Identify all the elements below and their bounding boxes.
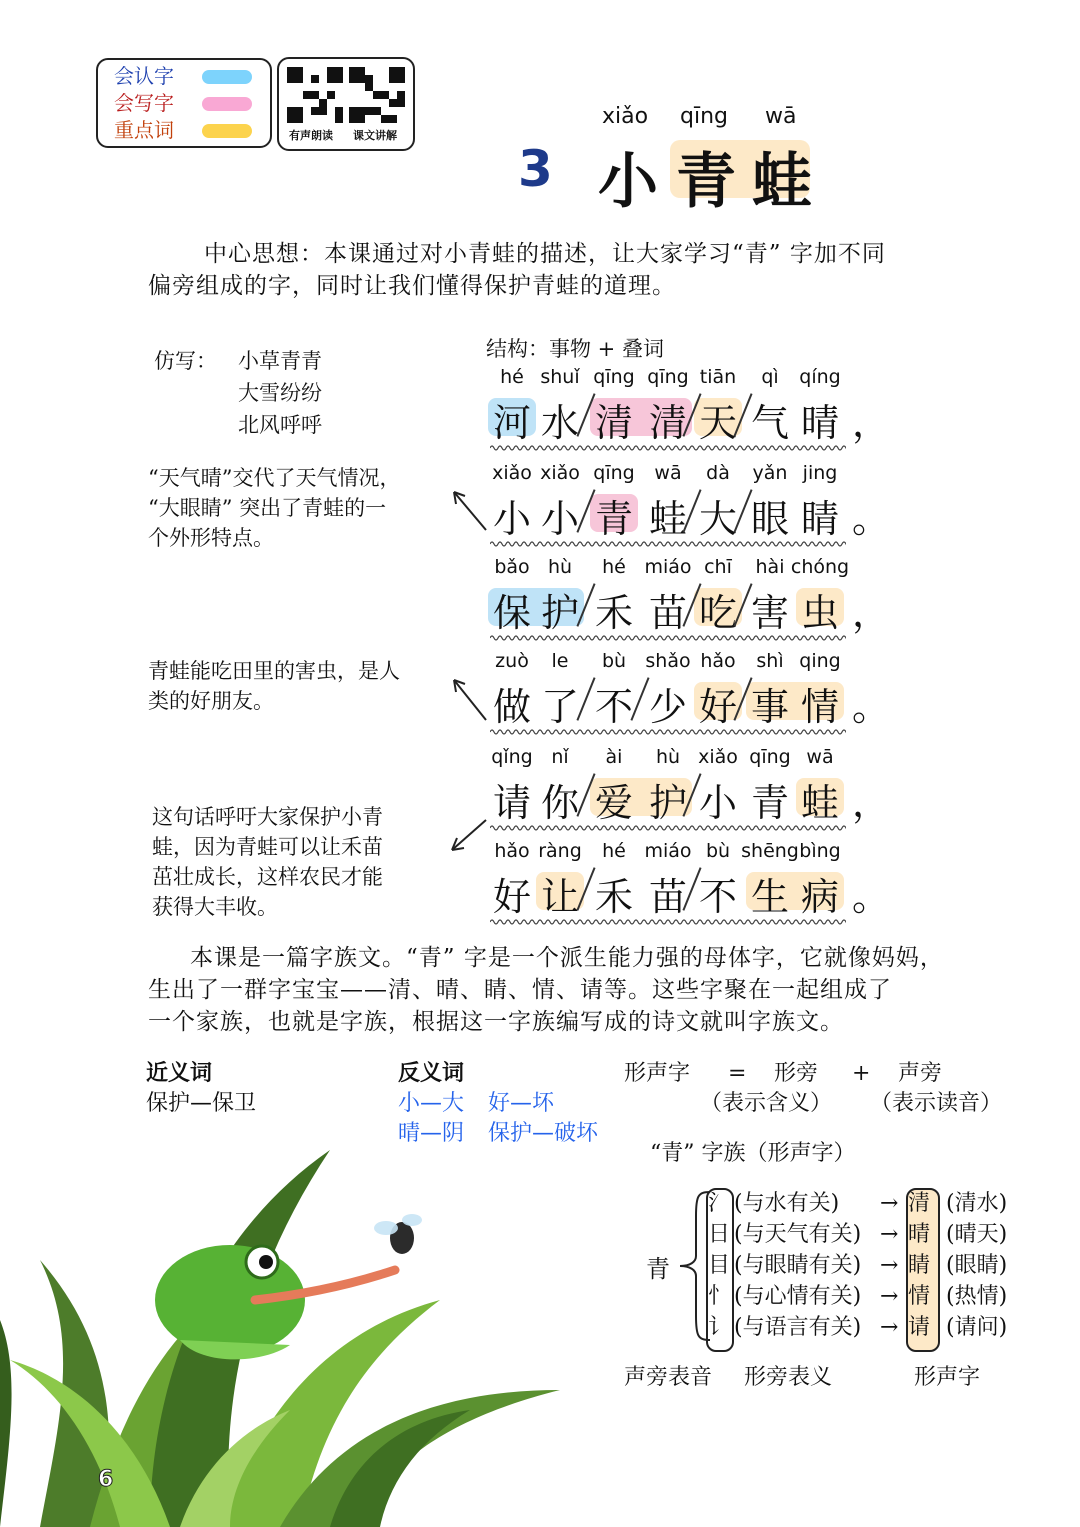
note-protect	[152, 802, 383, 922]
family-char: 晴	[908, 1222, 931, 1247]
imitation-line-2: 大雪纷纷	[238, 381, 322, 405]
formula-plus: +	[852, 1061, 871, 1086]
legend-box	[96, 58, 272, 148]
central-idea-line2: 偏旁组成的字，同时让我们懂得保护青蛙的道理。	[148, 273, 676, 299]
title-char-2: 青	[676, 147, 736, 217]
synonyms-title: 近义词	[146, 1061, 213, 1086]
poem-char: 水	[540, 401, 580, 445]
poem-pinyin: hé	[602, 840, 626, 862]
antonym-4: 保护—破坏	[488, 1121, 599, 1146]
poem-pinyin-row	[490, 366, 860, 390]
poem-char: 青	[594, 497, 634, 541]
poem-char: 小	[540, 497, 580, 541]
family-radical: 讠	[708, 1315, 731, 1340]
poem-pinyin: qīng	[749, 746, 791, 768]
poem-char: 晴	[800, 401, 840, 445]
family-meaning: (与语言有关)	[734, 1315, 862, 1340]
family-char: 情	[908, 1284, 931, 1309]
poem-pinyin: xiǎo	[698, 746, 738, 768]
legend-swatch-pink	[202, 97, 252, 111]
summary-line3: 一个家族，也就是字族，根据这一字族编写成的诗文就叫字族文。	[148, 1009, 844, 1035]
title-pinyin-3: wā	[765, 104, 797, 129]
poem-pinyin: tiān	[699, 366, 737, 388]
poem-line	[490, 772, 891, 825]
poem-pinyin: le	[551, 650, 569, 672]
poem-char: 不	[594, 685, 634, 729]
poem-punctuation: 。	[852, 875, 891, 919]
legend-swatch-blue	[202, 70, 252, 84]
caption-sound: 声旁表音	[624, 1365, 713, 1390]
poem-line	[490, 488, 891, 541]
poem-pinyin: wā	[806, 746, 834, 768]
qr-label-lesson: 课文讲解	[353, 129, 397, 142]
poem-char: 爱	[594, 781, 634, 825]
page-number: 6	[98, 1467, 114, 1492]
family-word: (清水)	[946, 1191, 1008, 1216]
antonyms-title: 反义词	[398, 1061, 465, 1086]
family-word: (晴天)	[946, 1222, 1008, 1247]
poem-wave-underline	[490, 444, 846, 452]
poem-divider	[576, 677, 595, 720]
formula-phono: 形声字	[624, 1061, 691, 1086]
poem-char: 好	[698, 685, 738, 729]
poem-pinyin: qīng	[593, 462, 635, 484]
poem-char: 小	[698, 781, 738, 825]
poem-char: 护	[648, 781, 688, 825]
formula-phonetic: 声旁	[898, 1061, 943, 1086]
poem-char: 大	[698, 497, 738, 541]
poem-char: 事	[750, 685, 790, 729]
imitation-line-3: 北风呼呼	[238, 413, 322, 437]
family-title: “青” 字族（形声字）	[650, 1141, 856, 1166]
poem-punctuation: ，	[852, 781, 891, 825]
fly-icon	[374, 1214, 422, 1254]
poem-pinyin: bìng	[799, 840, 841, 862]
caption-phono: 形声字	[914, 1365, 981, 1390]
structure-label: 结构：事物 + 叠词	[486, 337, 664, 361]
note-friend-line2: 类的好朋友。	[148, 689, 274, 713]
poem-line	[490, 392, 891, 445]
note-weather-line1: “天气晴”交代了天气情况，	[148, 466, 401, 490]
poem-pinyin: zuò	[495, 650, 529, 672]
note-weather-line2: “大眼睛” 突出了青蛙的一	[148, 496, 387, 520]
poem-pinyin: hǎo	[700, 650, 736, 672]
poem-pinyin-row	[490, 462, 860, 486]
family-arrow-icon: →	[880, 1191, 899, 1216]
poem-wave-underline	[490, 918, 846, 926]
qr-box	[277, 57, 415, 151]
note-protect-line1: 这句话呼吁大家保护小青	[152, 805, 383, 829]
title-pinyin-1: xiǎo	[602, 104, 649, 129]
poem-char: 蛙	[648, 497, 688, 541]
synonym-item: 保护—保卫	[146, 1091, 257, 1116]
poem-char: 吃	[698, 591, 738, 635]
poem-pinyin: yǎn	[752, 462, 788, 484]
poem-pinyin: miáo	[644, 556, 692, 578]
poem-char: 青	[750, 781, 790, 825]
poem-char: 保	[492, 591, 532, 635]
family-arrow-icon: →	[880, 1253, 899, 1278]
poem-char: 护	[540, 591, 580, 635]
poem-pinyin: bù	[601, 650, 627, 672]
poem-pinyin: chóng	[790, 556, 850, 578]
family-word: (眼睛)	[946, 1253, 1008, 1278]
poem-pinyin: qīng	[647, 366, 689, 388]
family-arrow-icon: →	[880, 1222, 899, 1247]
family-radical: 目	[708, 1253, 731, 1278]
poem-line	[490, 676, 891, 729]
poem-char: 不	[698, 875, 738, 919]
legend-item-keyword: 重点词	[114, 118, 174, 142]
family-root: 青	[646, 1255, 670, 1283]
poem-punctuation: ，	[852, 401, 891, 445]
family-radical: 忄	[708, 1284, 731, 1309]
family-meaning: (与心情有关)	[734, 1284, 862, 1309]
poem-char: 小	[492, 497, 532, 541]
note-arrows	[440, 480, 500, 940]
note-protect-line3: 茁壮成长，这样农民才能	[152, 865, 383, 889]
poem-pinyin: ài	[605, 746, 623, 768]
poem-wave-underline	[490, 634, 846, 642]
family-char: 请	[908, 1315, 931, 1340]
note-weather	[148, 463, 400, 553]
poem-char: 生	[750, 875, 790, 919]
note-friend-line1: 青蛙能吃田里的害虫，是人	[148, 659, 400, 683]
formula-semantic: 形旁	[774, 1061, 819, 1086]
family-word: (热情)	[946, 1284, 1008, 1309]
central-idea-line1	[204, 238, 886, 270]
note-protect-line4: 获得大丰收。	[152, 895, 278, 919]
poem-pinyin: xiǎo	[492, 462, 532, 484]
poem-char: 虫	[800, 591, 840, 635]
frog-grass-illustration	[0, 1090, 600, 1527]
central-idea-label: 中心思想：	[204, 241, 324, 267]
poem-char: 苗	[648, 591, 688, 635]
poem-char: 病	[800, 875, 840, 919]
poem-char: 蛙	[800, 781, 840, 825]
poem-pinyin: miáo	[644, 840, 692, 862]
caption-meaning: 形旁表义	[744, 1365, 833, 1390]
poem-pinyin-row	[490, 650, 860, 674]
poem-char: 少	[648, 685, 688, 729]
qr-code-audio-icon[interactable]	[287, 67, 343, 123]
poem-char: 你	[540, 781, 580, 825]
poem-pinyin: hǎo	[494, 840, 530, 862]
poem-pinyin: qīng	[593, 366, 635, 388]
poem-pinyin: hù	[547, 556, 573, 578]
family-arrow-icon: →	[880, 1284, 899, 1309]
poem-char: 让	[540, 875, 580, 919]
family-meaning: (与水有关)	[734, 1191, 840, 1216]
poem-pinyin: dà	[706, 462, 730, 484]
central-idea-text1: 本课通过对小青蛙的描述，让大家学习“青” 字加不同	[324, 241, 886, 267]
poem-char: 天	[698, 401, 738, 445]
poem-pinyin: xiǎo	[540, 462, 580, 484]
poem-char: 苗	[648, 875, 688, 919]
formula-equals: =	[728, 1061, 747, 1086]
title-char-3: 蛙	[752, 147, 812, 217]
poem-char: 清	[648, 401, 688, 445]
poem-pinyin-row	[490, 746, 860, 770]
poem-char: 气	[750, 401, 790, 445]
poem-punctuation: ，	[852, 591, 891, 635]
poem-wave-underline	[490, 540, 846, 548]
poem-line	[490, 866, 891, 919]
antonym-3: 晴—阴	[398, 1121, 465, 1146]
family-meaning: (与眼睛有关)	[734, 1253, 862, 1278]
imitation-label: 仿写：	[154, 349, 217, 373]
legend-item-write: 会写字	[114, 91, 174, 115]
poem-pinyin: shuǐ	[540, 366, 580, 388]
poem-pinyin: bù	[705, 840, 731, 862]
poem-pinyin: hé	[602, 556, 626, 578]
poem-pinyin: shēng	[741, 840, 799, 862]
antonym-2: 好—坏	[488, 1091, 555, 1116]
note-weather-line3: 个外形特点。	[148, 526, 274, 550]
family-radical: 氵	[708, 1191, 731, 1216]
poem-pinyin: shǎo	[645, 650, 691, 672]
poem-pinyin: qì	[761, 366, 779, 388]
poem-pinyin: ràng	[538, 840, 582, 862]
summary-line1: 本课是一篇字族文。“青” 字是一个派生能力强的母体字，它就像妈妈，	[190, 945, 944, 971]
note-protect-line2: 蛙，因为青蛙可以让禾苗	[152, 835, 383, 859]
poem-char: 害	[750, 591, 790, 635]
poem-pinyin: nǐ	[551, 746, 569, 768]
qr-label-audio: 有声朗读	[289, 129, 333, 142]
family-radical: 日	[708, 1222, 731, 1247]
poem-char: 了	[540, 685, 580, 729]
poem-pinyin: hài	[755, 556, 785, 578]
antonym-1: 小—大	[398, 1091, 465, 1116]
poem-char: 禾	[594, 591, 634, 635]
poem-pinyin: chī	[704, 556, 732, 578]
poem-line	[490, 582, 891, 635]
legend-item-recognize: 会认字	[114, 64, 174, 88]
poem-punctuation: 。	[852, 685, 891, 729]
lesson-number: 3	[518, 140, 553, 198]
poem-char: 清	[594, 401, 634, 445]
title-char-1: 小	[598, 147, 658, 217]
family-char: 睛	[908, 1253, 931, 1278]
poem-char: 情	[800, 685, 840, 729]
poem-char: 禾	[594, 875, 634, 919]
poem-wave-underline	[490, 728, 846, 736]
poem-pinyin: hé	[500, 366, 524, 388]
formula-sub-sound: （表示读音）	[870, 1091, 1003, 1116]
poem-divider	[630, 677, 649, 720]
poem-pinyin: qing	[799, 650, 841, 672]
family-char: 清	[908, 1191, 931, 1216]
imitation-line-1: 小草青青	[238, 349, 322, 373]
poem-pinyin: hù	[655, 746, 681, 768]
poem-char: 睛	[800, 497, 840, 541]
poem-char: 请	[492, 781, 532, 825]
title-pinyin-2: qīng	[680, 104, 728, 129]
poem-pinyin: jing	[802, 462, 838, 484]
family-meaning: (与天气有关)	[734, 1222, 862, 1247]
poem-pinyin: wā	[654, 462, 682, 484]
poem-char: 河	[492, 401, 532, 445]
note-friend	[148, 656, 400, 716]
poem-char: 眼	[750, 497, 790, 541]
summary-line2: 生出了一群字宝宝——清、晴、睛、情、请等。这些字聚在一起组成了	[148, 977, 892, 1003]
poem-pinyin: bǎo	[494, 556, 530, 578]
poem-pinyin: qíng	[799, 366, 841, 388]
poem-pinyin: qǐng	[491, 746, 533, 768]
poem-pinyin-row	[490, 556, 860, 580]
poem-wave-underline	[490, 824, 846, 832]
poem-pinyin: shì	[756, 650, 784, 672]
poem-char: 做	[492, 685, 532, 729]
legend-swatch-yellow	[202, 124, 252, 138]
poem-punctuation: 。	[852, 497, 891, 541]
poem-char: 好	[492, 875, 532, 919]
family-arrow-icon: →	[880, 1315, 899, 1340]
poem-pinyin-row	[490, 840, 860, 864]
formula-sub-meaning: （表示含义）	[700, 1091, 833, 1116]
qr-code-lesson-icon[interactable]	[349, 67, 405, 123]
family-word: (请问)	[946, 1315, 1008, 1340]
